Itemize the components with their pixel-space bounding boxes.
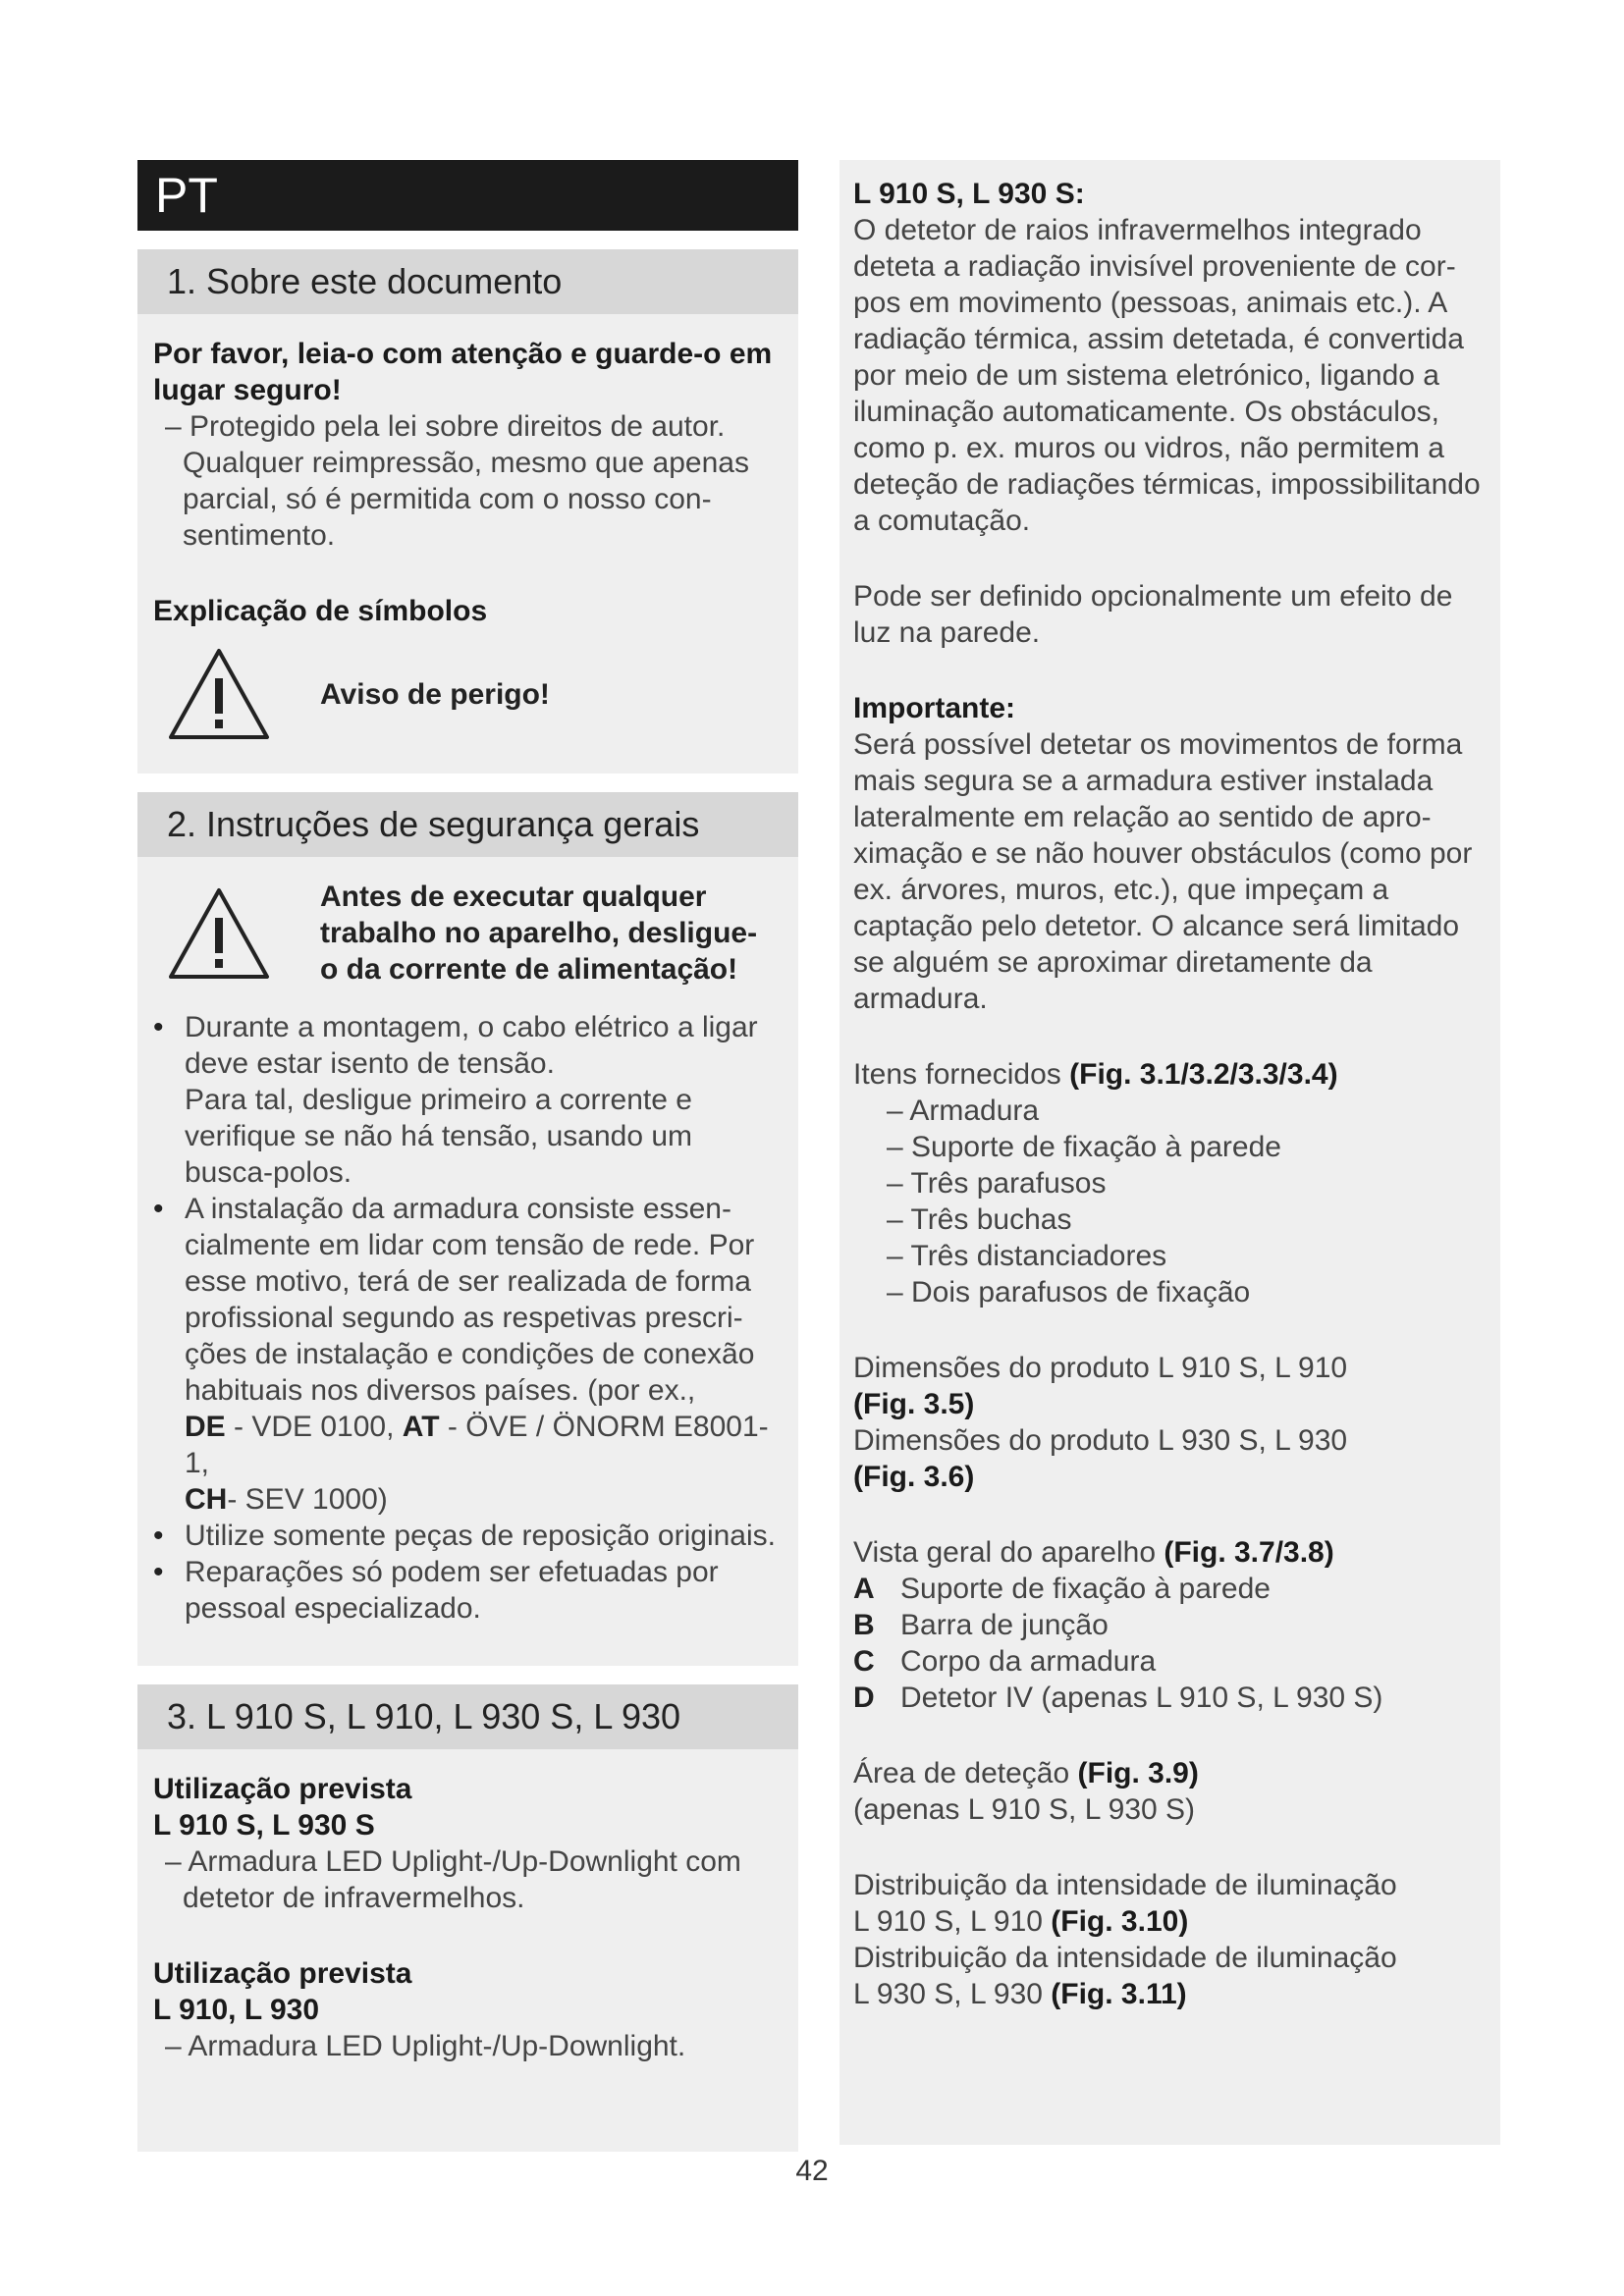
section-2-body	[137, 879, 798, 1627]
important-text: Será possível detetar os movimentos de forma mais segura se a armadura estiver instalada lateralmente em relação ao sentido de apro-ximação e se não houver obstáculos (como por ex. árvores, muros, etc.), que impeçam a captação pelo detetor. O alcance será limitado se alguém se aproximar diretamente da armadura.	[853, 728, 1473, 1015]
warning-triangle-icon	[167, 886, 271, 981]
intended-use-models: L 910, L 930	[153, 1994, 320, 2026]
intended-use-desc: – Armadura LED Uplight-/Up-Downlight com detetor de infravermelhos.	[165, 1845, 741, 1914]
bullet-item: • Utilize somente peças de reposição originais.	[153, 1518, 785, 1554]
safety-warning-row	[153, 879, 785, 988]
list-item: – Suporte de fixação à parede	[887, 1131, 1281, 1163]
copyright-note: – Protegido pela lei sobre direitos de autor. Qualquer reimpressão, mesmo que apenas parcial, só é permitida com o nosso con-sentimento.	[165, 410, 749, 552]
language-bar: PT	[137, 160, 798, 231]
part-letter: C	[853, 1645, 875, 1678]
list-item: – Dois parafusos de fixação	[887, 1276, 1251, 1308]
section-1-heading: 1. Sobre este documento	[137, 249, 798, 314]
intended-use-title: Utilização prevista	[153, 1957, 412, 1990]
standard-text: - VDE 0100,	[225, 1411, 403, 1443]
distribution-label: Distribuição da intensidade de iluminação	[853, 1869, 1397, 1901]
dimensions-label: Dimensões do produto L 930 S, L 930	[853, 1424, 1348, 1457]
supplied-label: Itens fornecidos	[853, 1058, 1070, 1091]
country-code: AT	[402, 1411, 440, 1443]
right-column	[839, 160, 1500, 2145]
detection-area-block	[853, 1755, 1490, 1828]
section-1	[137, 249, 798, 774]
part-text: Detetor IV (apenas L 910 S, L 930 S)	[900, 1682, 1383, 1714]
detection-area-note: (apenas L 910 S, L 930 S)	[853, 1793, 1196, 1826]
part-text: Corpo da armadura	[900, 1645, 1157, 1678]
supplied-heading	[853, 1056, 1490, 1093]
country-code: CH	[185, 1483, 228, 1516]
distribution-models: L 930 S, L 930	[853, 1978, 1052, 2010]
part-item	[853, 1607, 1490, 1643]
bullet-text: Para tal, desligue primeiro a corrente e verifique se não há tensão, usando um busca-polos.	[185, 1084, 693, 1189]
section-3-body	[137, 1771, 798, 2064]
part-letter: A	[853, 1573, 875, 1605]
figure-ref: (Fig. 3.5)	[853, 1388, 975, 1420]
list-item: – Três parafusos	[887, 1167, 1107, 1200]
dimensions-label: Dimensões do produto L 910 S, L 910	[853, 1352, 1348, 1384]
figure-ref: (Fig. 3.7/3.8)	[1164, 1536, 1334, 1569]
wall-effect-note: Pode ser definido opcionalmente um efeito de luz na parede.	[853, 580, 1453, 649]
part-item	[853, 1680, 1490, 1716]
intended-use-title: Utilização prevista	[153, 1773, 412, 1805]
dimensions-block	[853, 1350, 1490, 1495]
list-item: – Três distanciadores	[887, 1240, 1167, 1272]
warning-label: Aviso de perigo!	[320, 677, 550, 711]
intro-notice: Por favor, leia-o com atenção e guarde-o em lugar seguro!	[153, 338, 773, 406]
figure-ref: (Fig. 3.11)	[1051, 1978, 1187, 2010]
models-heading: L 910 S, L 930 S:	[853, 178, 1085, 210]
section-1-body	[137, 336, 798, 741]
figure-ref: (Fig. 3.6)	[853, 1461, 975, 1493]
safety-warning-text: Antes de executar qualquer trabalho no aparelho, desligue-o da corrente de alimentação!	[320, 881, 758, 986]
part-text: Barra de junção	[900, 1609, 1109, 1641]
section-2	[137, 792, 798, 1666]
figure-ref: (Fig. 3.9)	[1077, 1757, 1199, 1789]
distribution-models: L 910 S, L 910	[853, 1905, 1052, 1938]
figure-ref: (Fig. 3.1/3.2/3.3/3.4)	[1069, 1058, 1338, 1091]
warning-symbol-row	[153, 647, 785, 741]
bullet-item	[153, 1191, 785, 1518]
bullet-item	[153, 1009, 785, 1191]
left-column	[137, 160, 798, 2152]
bullet-text: • Durante a montagem, o cabo elétrico a ligar deve estar isento de tensão.	[185, 1011, 758, 1080]
part-letter: D	[853, 1682, 875, 1714]
section-3	[137, 1684, 798, 2152]
detection-area-label: Área de deteção	[853, 1757, 1078, 1789]
standard-text: - SEV 1000)	[227, 1483, 388, 1516]
intended-use-desc: – Armadura LED Uplight-/Up-Downlight.	[165, 2030, 686, 2062]
part-item	[853, 1643, 1490, 1680]
list-item: – Três buchas	[887, 1203, 1072, 1236]
symbols-heading: Explicação de símbolos	[153, 595, 488, 627]
important-heading: Importante:	[853, 692, 1015, 724]
detector-description: O detetor de raios infravermelhos integrado deteta a radiação invisível proveniente de cor-pos em movimento (pessoas, animais etc.). A radiação térmica, assim detetada, é convertida por meio de um sistema eletrónico, ligando a iluminação automaticamente. Os obstáculos, como p. ex. muros ou vidros, não permitem a deteção de radiações térmicas, impossibilitando a comutação.	[853, 214, 1481, 537]
warning-triangle-icon	[167, 647, 271, 741]
bullet-item: • Reparações só podem ser efetuadas por pessoal especializado.	[153, 1554, 785, 1627]
part-letter: B	[853, 1609, 875, 1641]
page-number: 42	[795, 2155, 829, 2187]
section-2-heading: 2. Instruções de segurança gerais	[137, 792, 798, 857]
supplied-list	[853, 1093, 1490, 1310]
distribution-label: Distribuição da intensidade de iluminação	[853, 1942, 1397, 1974]
right-column-body	[839, 160, 1500, 2012]
bullet-text: A instalação da armadura consiste essen-cialmente em lidar com tensão de rede. Por esse motivo, terá de ser realizada de forma profissional segundo as respetivas prescri-ções de instalação e condições de conexão habituais nos diversos países. (por ex.,	[185, 1193, 755, 1407]
section-3-heading: 3. L 910 S, L 910, L 930 S, L 930	[137, 1684, 798, 1749]
figure-ref: (Fig. 3.10)	[1051, 1905, 1189, 1938]
part-item	[853, 1571, 1490, 1607]
light-distribution-block	[853, 1867, 1490, 2012]
standard-text: - ÖVE / ÖNORM E8001-1,	[185, 1411, 769, 1479]
overview-heading	[853, 1534, 1490, 1571]
part-text: Suporte de fixação à parede	[900, 1573, 1271, 1605]
intended-use-models: L 910 S, L 930 S	[153, 1809, 375, 1842]
list-item: – Armadura	[887, 1095, 1040, 1127]
parts-list	[853, 1571, 1490, 1716]
country-code: DE	[185, 1411, 226, 1443]
overview-label: Vista geral do aparelho	[853, 1536, 1164, 1569]
